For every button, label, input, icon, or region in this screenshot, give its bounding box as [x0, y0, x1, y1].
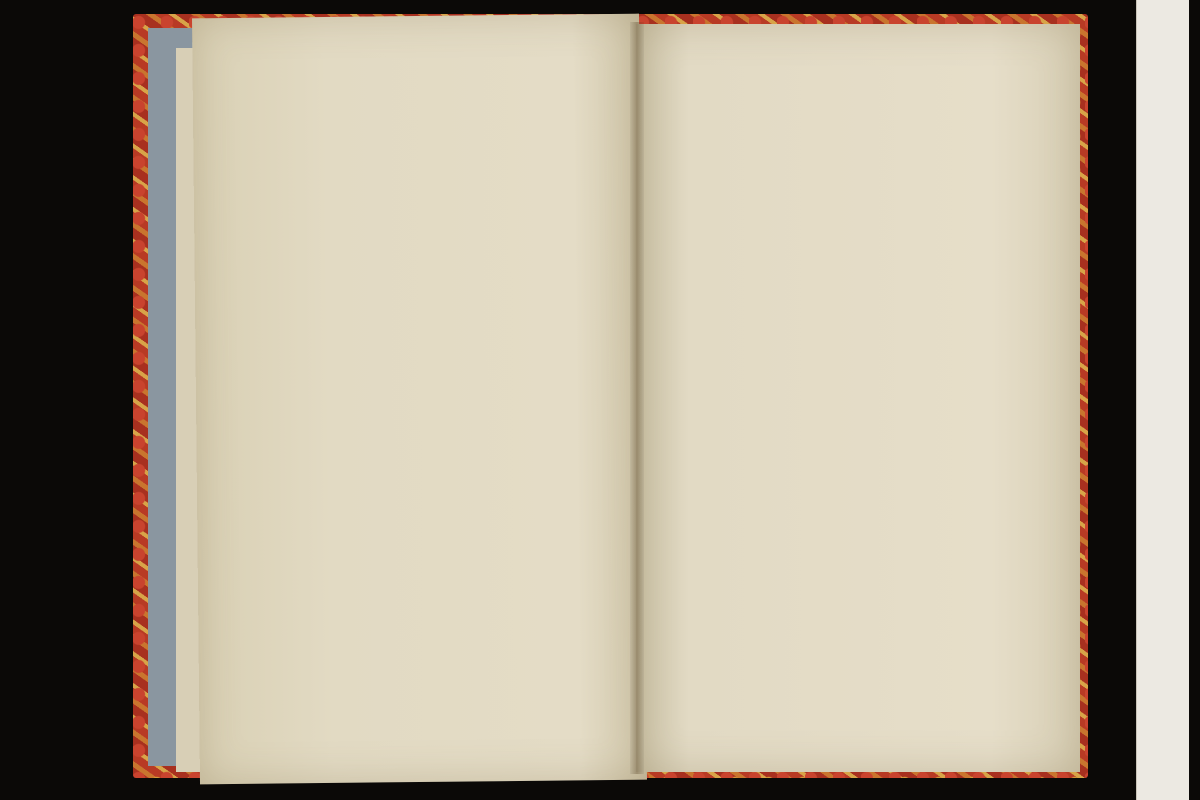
measurement-ruler [1136, 0, 1189, 800]
right-page [636, 24, 1080, 772]
left-page [192, 14, 647, 785]
book-gutter [630, 22, 644, 774]
